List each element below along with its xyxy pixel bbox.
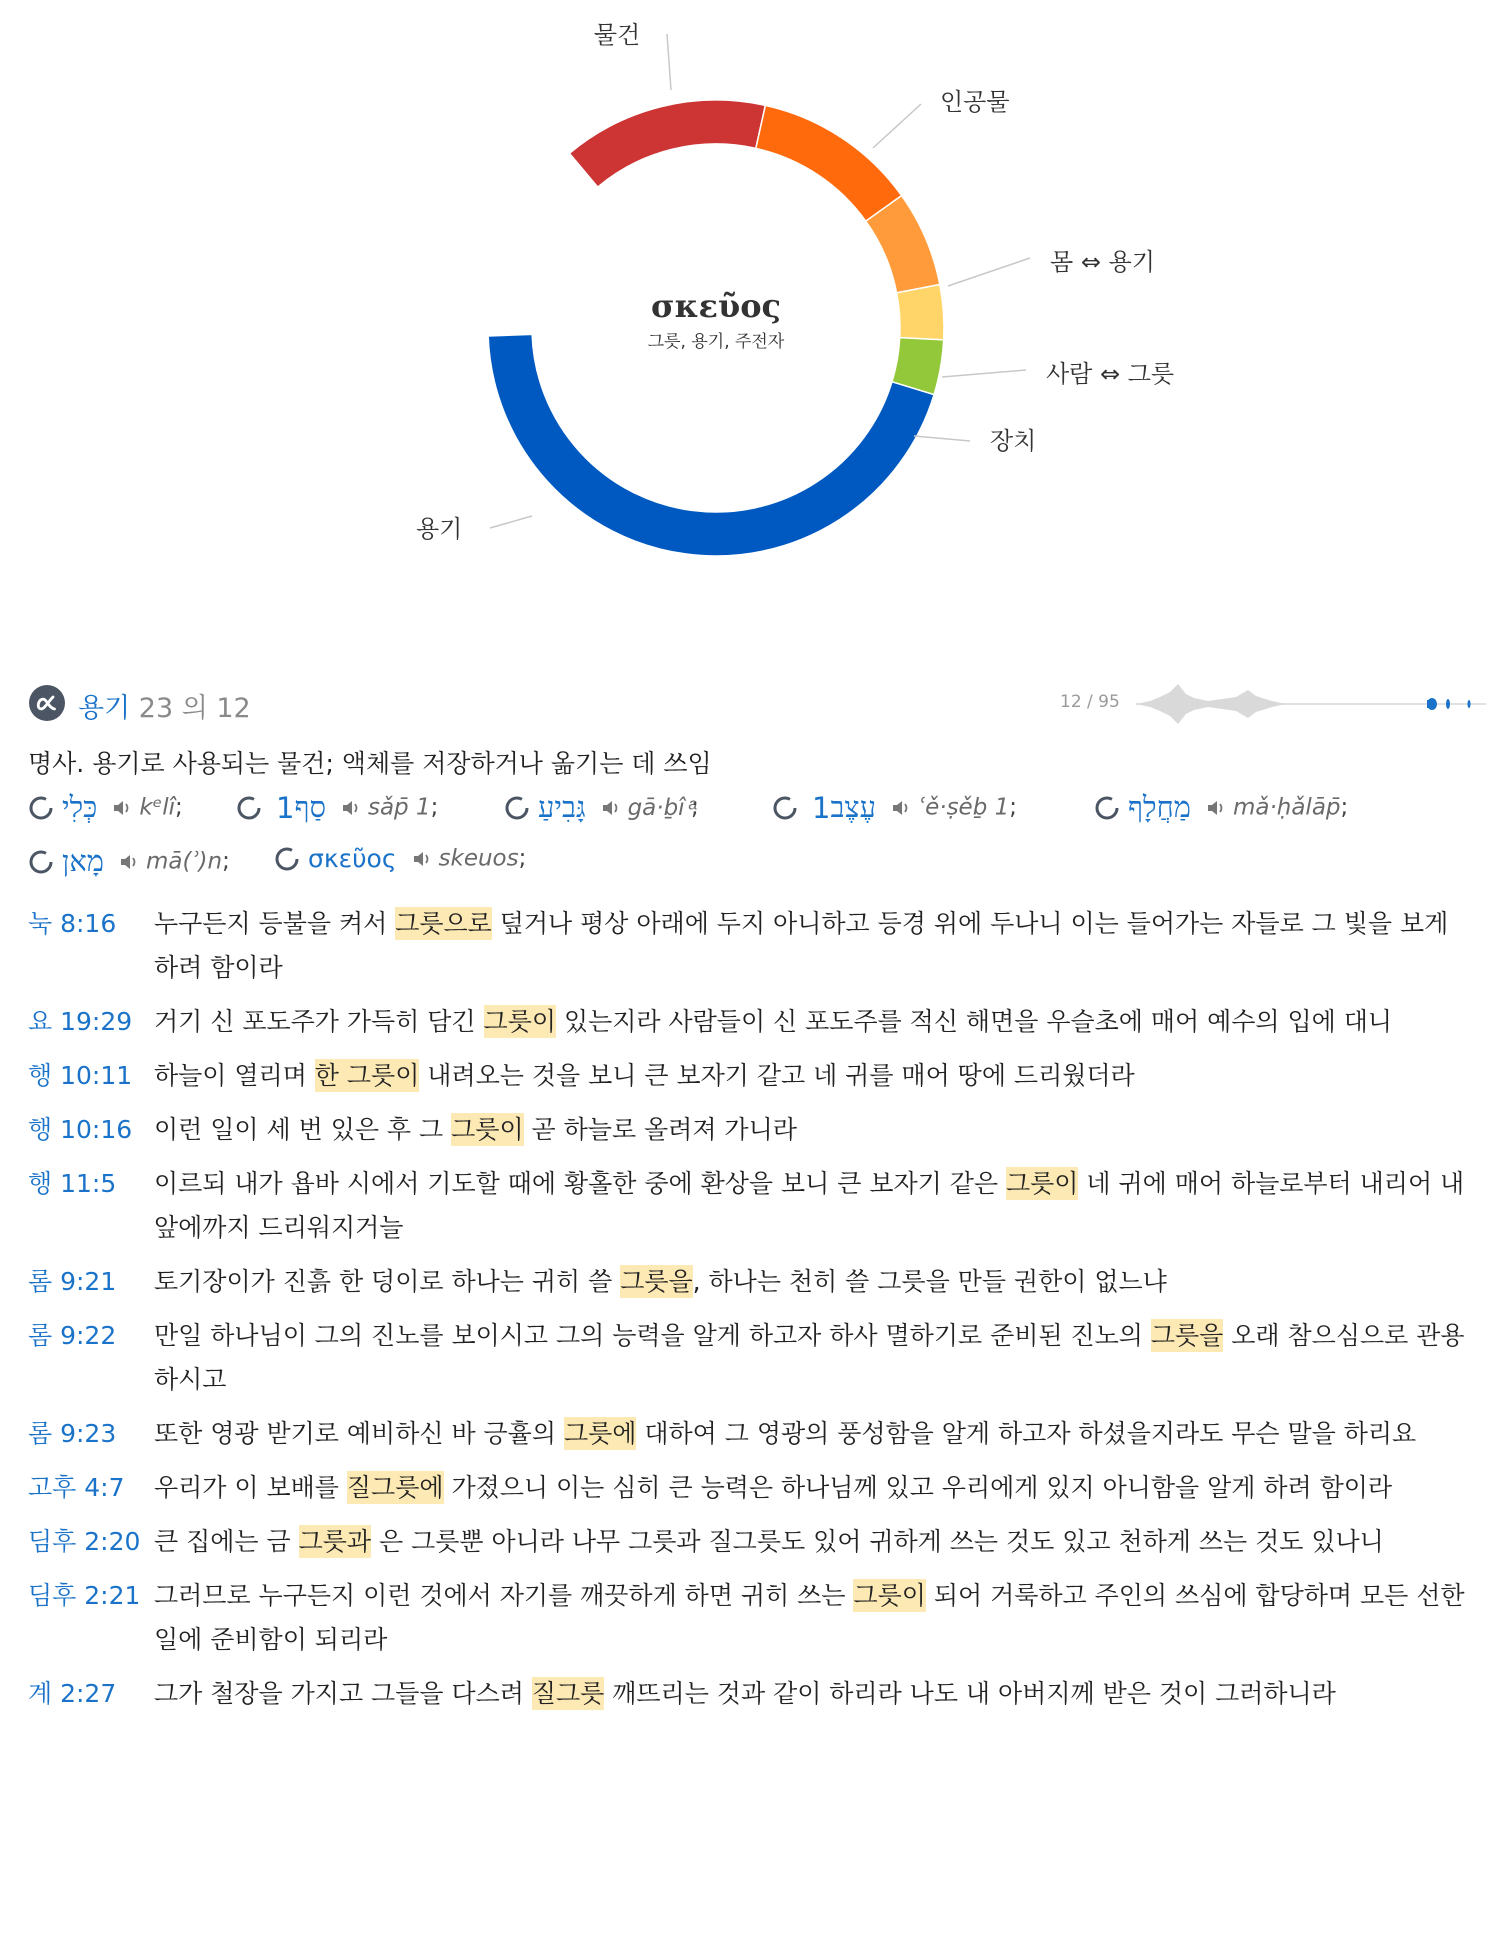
ring-icon[interactable] [28, 795, 54, 821]
transliteration: gā·ḇî ͣ [627, 795, 691, 821]
equivalent-word-link[interactable]: גָּבִיעַ [538, 790, 586, 824]
verse-text: 큰 집에는 금 그릇과 은 그릇뿐 아니라 나무 그릇과 질그릇도 있어 귀하게 쓰는 것도 있고 천하게 쓰는 것도 있나니 [154, 1527, 1384, 1556]
donut-slice[interactable] [569, 100, 765, 187]
alpha-sense-icon [28, 684, 66, 722]
highlighted-term: 그릇을 [620, 1267, 693, 1296]
speaker-icon[interactable] [120, 853, 140, 871]
verse-reference-link[interactable]: 행 10:16 [28, 1115, 133, 1144]
donut-slice[interactable] [897, 284, 944, 339]
transliteration: mǎ·ḥǎlāp̄ [1232, 794, 1341, 821]
highlighted-term: 질그릇 [531, 1679, 605, 1708]
speaker-icon[interactable] [413, 850, 433, 868]
verse-list [28, 902, 1472, 1726]
verse-text: 우리가 이 보배를 질그릇에 가졌으니 이는 심히 큰 능력은 하나님께 있고 우리에게 있지 아니함을 알게 하려 함이라 [154, 1473, 1393, 1502]
equivalent-item [504, 790, 699, 840]
verse-row [28, 1314, 1472, 1412]
verse-reference-link[interactable]: 요 19:29 [28, 1007, 133, 1036]
equivalent-word-link[interactable]: עֶצֶב [830, 790, 877, 824]
slice-label[interactable]: 인공물 [940, 88, 1010, 116]
transliteration: sǎp̄ 1 [367, 794, 431, 821]
separator: ; [518, 845, 527, 872]
transliteration: ʿě·ṣěḇ 1 [918, 794, 1010, 821]
frequency-waveform[interactable] [1136, 682, 1486, 726]
highlighted-term: 그릇이 [1005, 1169, 1079, 1198]
highlighted-term: 그릇을 [1150, 1321, 1224, 1350]
ring-icon[interactable] [28, 849, 54, 875]
ring-icon[interactable] [1094, 795, 1120, 821]
ring-icon[interactable] [236, 795, 262, 821]
speaker-icon[interactable] [113, 799, 133, 817]
equivalent-item [1094, 790, 1348, 840]
verse-reference-link[interactable]: 계 2:27 [28, 1679, 117, 1708]
verse-row [28, 1574, 1472, 1672]
equivalent-item [236, 790, 438, 840]
slice-label[interactable]: 몸 ⇔ 용기 [1050, 248, 1155, 276]
slice-label[interactable]: 물건 [593, 21, 641, 49]
sense-counter: 12 / 95 [1060, 692, 1120, 712]
highlighted-term: 질그릇에 [346, 1473, 444, 1502]
verse-text: 이르되 내가 욥바 시에서 기도할 때에 황홀한 중에 환상을 보니 큰 보자기 같은 그릇이 네 귀에 매어 하늘로부터 내리어 내 앞에까지 드리워지거늘 [154, 1169, 1465, 1242]
equivalent-word-link[interactable]: σκεῦος [308, 844, 397, 873]
center-gloss: 그릇, 용기, 주전자 [647, 332, 785, 352]
ring-icon[interactable] [274, 846, 300, 872]
leader-line [948, 258, 1030, 286]
transliteration: mā(ʾ)n [146, 848, 223, 875]
highlighted-term: 그릇과 [298, 1527, 372, 1556]
verse-reference-link[interactable]: 고후 4:7 [28, 1473, 125, 1502]
slice-label[interactable]: 장치 [990, 427, 1037, 455]
verse-row [28, 1520, 1472, 1574]
speaker-icon[interactable] [892, 799, 912, 817]
separator: ; [690, 794, 699, 821]
highlighted-term: 그릇에 [563, 1419, 637, 1448]
verse-reference-link[interactable]: 딤후 2:20 [28, 1527, 141, 1556]
equivalent-word-link[interactable]: מָאן [62, 844, 104, 878]
sense-definition: 명사. 용기로 사용되는 물건; 액체를 저장하거나 옮기는 데 쓰임 [28, 749, 712, 778]
verse-row [28, 1260, 1472, 1314]
highlighted-term: 그릇으로 [395, 909, 492, 938]
equivalent-item [274, 844, 526, 894]
verse-reference-link[interactable]: 눅 8:16 [28, 909, 117, 938]
sense-count: 23 의 12 [138, 693, 251, 724]
verse-text: 그가 철장을 가지고 그들을 다스려 질그릇 깨뜨리는 것과 같이 하리라 나도 내 아버지께 받은 것이 그러하니라 [154, 1679, 1336, 1708]
equivalent-item [28, 790, 183, 840]
separator: ; [1009, 794, 1017, 821]
equivalents-list [28, 790, 1468, 898]
sense-donut-chart [0, 0, 1486, 620]
leader-line [942, 370, 1026, 377]
verse-reference-link[interactable]: 행 10:11 [28, 1061, 133, 1090]
homograph-number: 1 [276, 790, 295, 825]
verse-text: 토기장이가 진흙 한 덩이로 하나는 귀히 쓸 그릇을, 하나는 천히 쓸 그릇을 만들 권한이 없느냐 [154, 1267, 1167, 1296]
verse-reference-link[interactable]: 롬 9:21 [28, 1267, 117, 1296]
sense-name[interactable]: 용기 [78, 693, 131, 724]
center-word: σκεῦος [650, 287, 782, 325]
homograph-number: 1 [812, 790, 831, 825]
verse-row [28, 1672, 1472, 1726]
verse-text: 또한 영광 받기로 예비하신 바 긍휼의 그릇에 대하여 그 영광의 풍성함을 알게 하고자 하셨을지라도 무슨 말을 하리요 [154, 1419, 1417, 1448]
highlighted-term: 그릇이 [451, 1115, 524, 1144]
verse-reference-link[interactable]: 롬 9:22 [28, 1321, 117, 1350]
verse-row [28, 1054, 1472, 1108]
verse-text: 그러므로 누구든지 이런 것에서 자기를 깨끗하게 하면 귀히 쓰는 그릇이 되어 거룩하고 주인의 쓰심에 합당하며 모든 선한 일에 준비함이 되리라 [154, 1581, 1465, 1654]
verse-row [28, 1412, 1472, 1466]
speaker-icon[interactable] [1207, 799, 1227, 817]
donut-slice[interactable] [756, 105, 902, 221]
leader-line [490, 516, 532, 528]
leader-line [914, 436, 970, 441]
verse-text: 거기 신 포도주가 가득히 담긴 그릇이 있는지라 사람들이 신 포도주를 적신 해면을 우슬초에 매어 예수의 입에 대니 [154, 1007, 1393, 1036]
separator: ; [222, 848, 230, 875]
speaker-icon[interactable] [342, 799, 362, 817]
equivalent-word-link[interactable]: כְּלִי [62, 790, 98, 824]
leader-line [667, 34, 671, 90]
highlighted-term: 그릇이 [853, 1581, 926, 1610]
donut-slice[interactable] [488, 334, 934, 556]
transliteration: skeuos [438, 845, 519, 872]
verse-text: 이런 일이 세 번 있은 후 그 그릇이 곧 하늘로 올려져 가니라 [154, 1115, 797, 1144]
verse-text: 누구든지 등불을 켜서 그릇으로 덮거나 평상 아래에 두지 아니하고 등경 위에 두나니 이는 들어가는 자들로 그 빛을 보게 하려 함이라 [154, 909, 1449, 982]
verse-reference-link[interactable]: 딤후 2:21 [28, 1581, 141, 1610]
transliteration: kᵉlî [139, 794, 176, 821]
verse-row [28, 1108, 1472, 1162]
verse-reference-link[interactable]: 행 11:5 [28, 1169, 117, 1198]
slice-label[interactable]: 사람 ⇔ 그릇 [1046, 360, 1175, 388]
slice-label[interactable]: 용기 [416, 515, 463, 543]
equivalent-item [28, 844, 230, 894]
leader-line [873, 104, 921, 148]
highlighted-term: 한 그릇이 [314, 1061, 420, 1090]
verse-row [28, 1162, 1472, 1260]
equivalent-word-link[interactable]: מַחֲלָף [1128, 790, 1191, 824]
verse-reference-link[interactable]: 롬 9:23 [28, 1419, 117, 1448]
ring-icon[interactable] [504, 795, 530, 821]
separator: ; [430, 794, 439, 821]
verse-row [28, 1000, 1472, 1054]
speaker-icon[interactable] [602, 799, 622, 817]
verse-text: 하늘이 열리며 한 그릇이 내려오는 것을 보니 큰 보자기 같고 네 귀를 매어 땅에 드리웠더라 [154, 1061, 1135, 1090]
equivalent-word-link[interactable]: סַף [294, 790, 326, 824]
ring-icon[interactable] [772, 795, 798, 821]
sense-header [28, 682, 1478, 726]
equivalent-item [772, 790, 1017, 840]
highlighted-term: 그릇이 [483, 1007, 556, 1036]
separator: ; [1340, 794, 1349, 821]
verse-row [28, 902, 1472, 1000]
verse-text: 만일 하나님이 그의 진노를 보이시고 그의 능력을 알게 하고자 하사 멸하기로 준비된 진노의 그릇을 오래 참으심으로 관용하시고 [154, 1321, 1465, 1394]
verse-row [28, 1466, 1472, 1520]
sense-title[interactable] [78, 686, 251, 725]
separator: ; [175, 794, 183, 821]
